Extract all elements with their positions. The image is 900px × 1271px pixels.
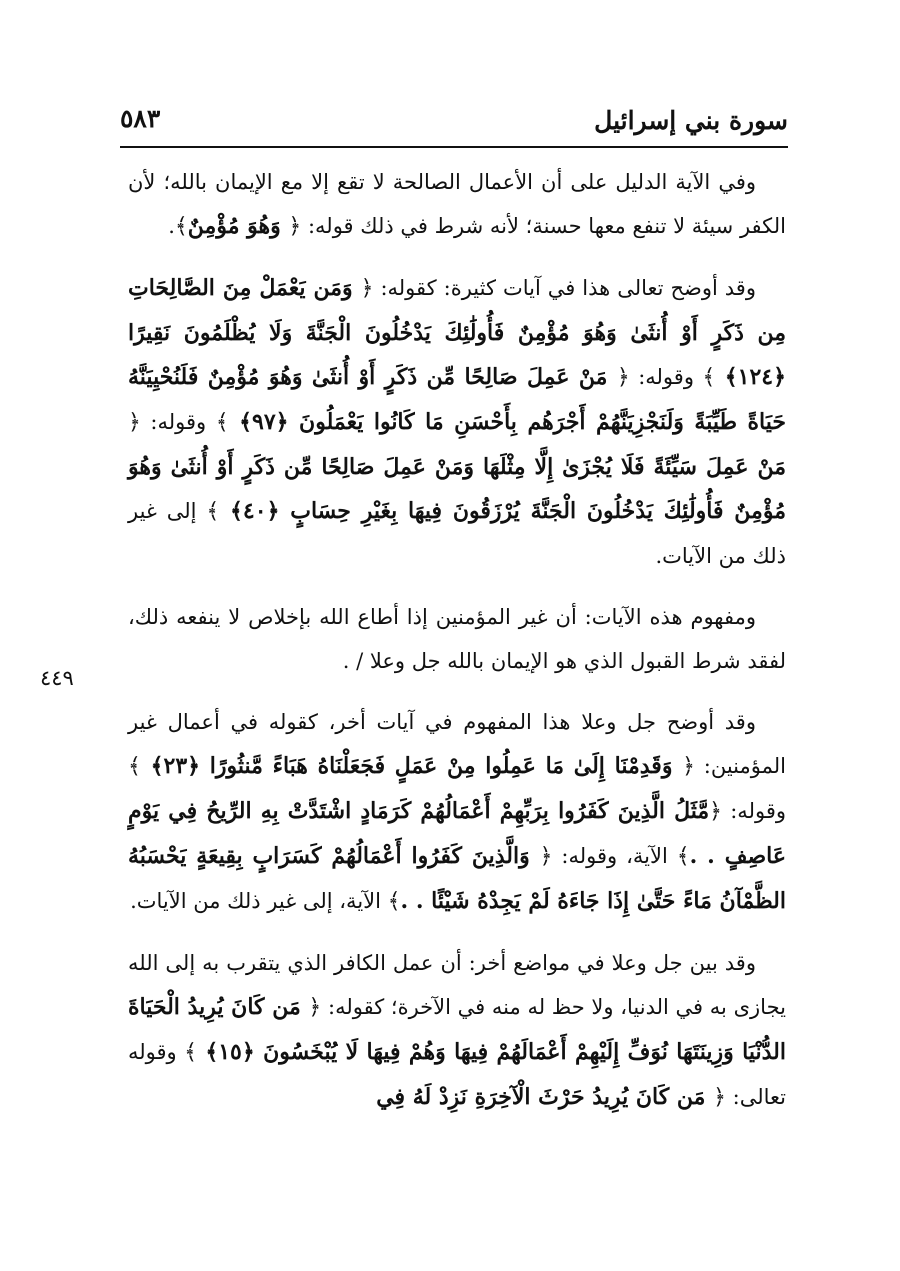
paragraph-text: وقد بين جل وعلا في مواضع أخر: أن عمل الكافر الذي يتقرب به إلى الله يجازى به في الدنيا، ولا حظ له منه في الآخرة؛ كقوله: xyxy=(128,951,786,1019)
verse-open-bracket: ﴿ xyxy=(713,1085,726,1110)
verse-open-bracket: ﴿ xyxy=(709,799,723,824)
verse-text: مَن كَانَ يُرِيدُ حَرْثَ الْآخِرَةِ نَزِدْ لَهُ فِي xyxy=(376,1084,706,1110)
paragraph-text: وقوله: xyxy=(629,365,703,389)
quran-verse xyxy=(376,1084,726,1110)
paragraph-2 xyxy=(128,266,786,578)
verse-text: مَنْ عَمِلَ سَيِّئَةً فَلَا يُجْزَىٰ إِلَّا مِثْلَهَا وَمَنْ عَمِلَ صَالِحًا مِّن ذَكَرٍ أَوْ أُنثَىٰ وَهُوَ مُؤْمِنٌ فَأُولَٰئِكَ يَدْخُلُونَ الْجَنَّةَ يُرْزَقُونَ فِيهَا بِغَيْرِ حِسَابٍ ﴿٤٠﴾ xyxy=(128,454,786,524)
verse-close-bracket: ﴾ xyxy=(174,214,188,239)
paragraph-text: وفي الآية الدليل على أن الأعمال الصالحة لا تقع إلا مع الإيمان بالله؛ لأن الكفر سيئة لا تنفع معها حسنة؛ لأنه شرط في ذلك قوله: xyxy=(128,170,786,238)
page-body xyxy=(128,160,786,1137)
verse-close-bracket: ﴾ xyxy=(387,889,401,914)
verse-open-bracket: ﴿ xyxy=(288,214,302,239)
paragraph-text: ومفهوم هذه الآيات: أن غير المؤمنين إذا أطاع الله بإخلاص لا ينفعه ذلك، لفقد شرط القبول الذي هو الإيمان بالله جل وعلا / . xyxy=(128,605,786,673)
verse-text: وَقَدِمْنَا إِلَىٰ مَا عَمِلُوا مِنْ عَمَلٍ فَجَعَلْنَاهُ هَبَاءً مَّنثُورًا ﴿٢٣﴾ xyxy=(150,753,673,779)
verse-text: وَالَّذِينَ كَفَرُوا أَعْمَالُهُمْ كَسَرَابٍ بِقِيعَةٍ يَحْسَبُهُ الظَّمْآنُ مَاءً حَتَّىٰ إِذَا جَاءَهُ لَمْ يَجِدْهُ شَيْئًا . . xyxy=(128,843,786,914)
paragraph-text: وقوله تعالى: xyxy=(128,1040,786,1109)
page-header xyxy=(120,100,788,146)
header-divider xyxy=(120,146,788,148)
quran-verse xyxy=(128,753,695,779)
verse-close-bracket: ﴾ xyxy=(215,410,229,435)
paragraph-4 xyxy=(128,700,786,924)
paragraph-text: وقد أوضح تعالى هذا في آيات كثيرة: كقوله: xyxy=(373,276,756,300)
quran-verse xyxy=(175,213,301,239)
verse-close-bracket: ﴾ xyxy=(184,1040,197,1065)
paragraph-5 xyxy=(128,941,786,1120)
surah-title: سورة بني إسرائيل xyxy=(594,106,788,135)
paragraph-3 xyxy=(128,595,786,683)
verse-open-bracket: ﴿ xyxy=(128,410,141,435)
verse-open-bracket: ﴿ xyxy=(682,754,696,779)
verse-close-bracket: ﴾ xyxy=(676,844,690,869)
verse-open-bracket: ﴿ xyxy=(616,365,630,390)
verse-text: مَّثَلُ الَّذِينَ كَفَرُوا بِرَبِّهِمْ أَعْمَالُهُمْ كَرَمَادٍ اشْتَدَّتْ بِهِ الرِّيحُ فِي يَوْمٍ عَاصِفٍ . . xyxy=(128,798,787,869)
paragraph-text: . xyxy=(168,214,175,238)
verse-text: مَن كَانَ يُرِيدُ الْحَيَاةَ الدُّنْيَا وَزِينَتَهَا نُوَفِّ إِلَيْهِمْ أَعْمَالَهُمْ فِيهَا وَهُمْ فِيهَا لَا يُبْخَسُونَ ﴿١٥﴾ xyxy=(128,994,786,1065)
verse-text: وَهُوَ مُؤْمِنٌ xyxy=(187,213,281,239)
verse-open-bracket: ﴿ xyxy=(360,276,374,301)
paragraph-text: وقوله: xyxy=(140,410,216,434)
verse-open-bracket: ﴿ xyxy=(308,995,322,1020)
paragraph-text: وقد أوضح جل وعلا هذا المفهوم في آيات أخر، كقوله في أعمال غير المؤمنين: xyxy=(128,710,786,778)
paragraph-text: الآية، وقوله: xyxy=(552,844,677,868)
verse-text: مَنْ عَمِلَ صَالِحًا مِّن ذَكَرٍ أَوْ أُنثَىٰ وَهُوَ مُؤْمِنٌ فَلَنُحْيِيَنَّهُ حَيَاةً طَيِّبَةً وَلَنَجْزِيَنَّهُمْ أَجْرَهُم بِأَحْسَنِ مَا كَانُوا يَعْمَلُونَ ﴿٩٧﴾ xyxy=(128,364,786,435)
margin-page-reference: ٤٤٩ xyxy=(40,666,74,690)
verse-close-bracket: ﴾ xyxy=(128,754,141,779)
verse-close-bracket: ﴾ xyxy=(702,365,716,390)
paragraph-text: وقوله: xyxy=(722,799,786,823)
paragraph-text: الآية، إلى غير ذلك من الآيات. xyxy=(130,889,388,913)
verse-open-bracket: ﴿ xyxy=(539,844,553,869)
page-number: ٥٨٣ xyxy=(120,104,161,133)
verse-close-bracket: ﴾ xyxy=(206,499,220,524)
verse-text: وَمَن يَعْمَلْ مِنَ الصَّالِحَاتِ مِن ذَكَرٍ أَوْ أُنثَىٰ وَهُوَ مُؤْمِنٌ فَأُولَٰئِكَ يَدْخُلُونَ الْجَنَّةَ وَلَا يُظْلَمُونَ نَقِيرًا ﴿١٢٤﴾ xyxy=(128,275,786,390)
paragraph-text: إلى غير ذلك من الآيات. xyxy=(128,499,786,568)
paragraph-1 xyxy=(128,160,786,249)
